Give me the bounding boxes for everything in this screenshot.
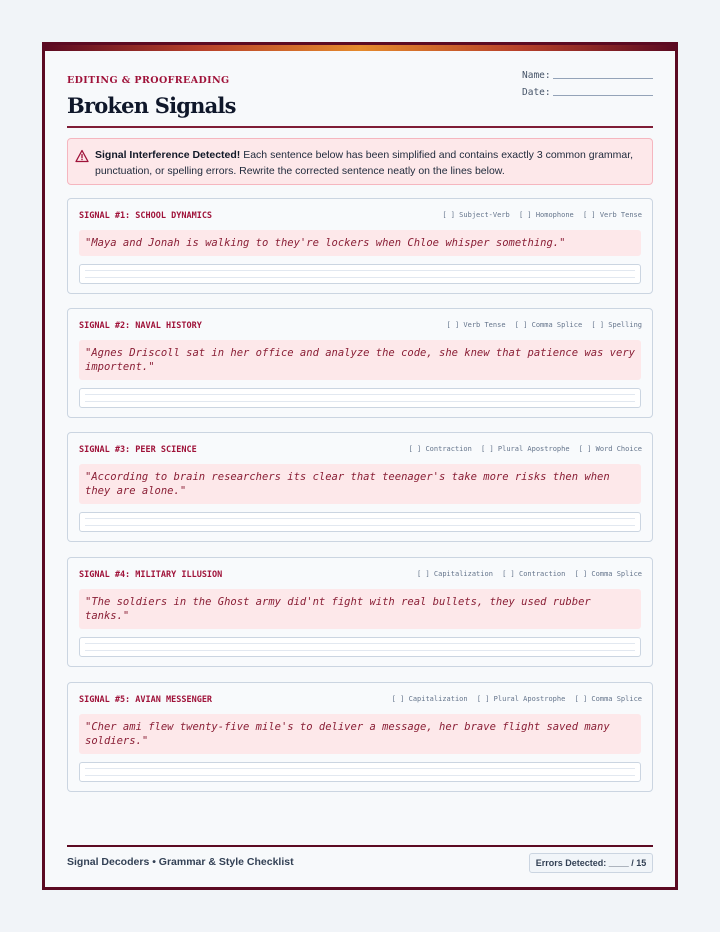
error-check[interactable]: [ ] Word Choice — [578, 445, 642, 453]
error-check[interactable]: [ ] Contraction — [408, 445, 472, 453]
error-check[interactable]: [ ] Homophone — [518, 211, 574, 219]
signal-card — [67, 432, 653, 542]
error-check[interactable]: [ ] Plural Apostrophe — [476, 695, 566, 703]
name-label: Name: — [522, 70, 551, 81]
error-check[interactable]: [ ] Capitalization — [417, 570, 493, 578]
alert-heading: Signal Interference Detected! — [95, 149, 241, 161]
error-checklist — [387, 695, 642, 703]
error-check[interactable]: [ ] Comma Splice — [574, 695, 642, 703]
broken-sentence: "Agnes Driscoll sat in her office and analyze the code, she knew that patience was very importent." — [79, 340, 641, 380]
error-check[interactable]: [ ] Plural Apostrophe — [481, 445, 570, 453]
error-check[interactable]: [ ] Comma Splice — [514, 321, 583, 329]
name-line[interactable] — [553, 78, 653, 79]
signal-card — [67, 198, 653, 294]
broken-sentence: "According to brain researchers its clear that teenager's take more risks then when they are alone." — [79, 464, 641, 504]
answer-lines[interactable] — [79, 264, 641, 284]
signal-card — [67, 682, 653, 792]
error-check[interactable]: [ ] Contraction — [502, 570, 566, 578]
broken-sentence: "Cher ami flew twenty-five mile's to deliver a message, her brave flight saved many soldiers." — [79, 714, 641, 754]
error-check[interactable]: [ ] Verb Tense — [582, 211, 642, 219]
error-check[interactable]: [ ] Spelling — [591, 321, 642, 329]
date-line[interactable] — [553, 95, 653, 96]
date-label: Date: — [522, 87, 551, 98]
error-checklist — [412, 570, 642, 578]
page-title: Broken Signals — [67, 93, 236, 118]
error-check[interactable]: [ ] Verb Tense — [446, 321, 506, 329]
signal-card — [67, 557, 653, 667]
footer-title: Signal Decoders • Grammar & Style Checklist — [67, 856, 294, 868]
warning-icon — [75, 149, 89, 163]
error-check[interactable]: [ ] Capitalization — [391, 695, 468, 703]
signal-label: SIGNAL #1: SCHOOL DYNAMICS — [79, 211, 213, 221]
broken-sentence: "The soldiers in the Ghost army did'nt fight with real bullets, they used rubber tanks." — [79, 589, 641, 629]
header-divider — [67, 126, 653, 128]
answer-lines[interactable] — [79, 637, 641, 657]
error-checklist — [442, 321, 642, 329]
worksheet — [42, 42, 678, 890]
signal-label: SIGNAL #4: MILITARY ILLUSION — [79, 570, 223, 580]
answer-lines[interactable] — [79, 512, 641, 532]
date-field[interactable] — [522, 87, 551, 98]
answer-lines[interactable] — [79, 762, 641, 782]
signal-label: SIGNAL #2: NAVAL HISTORY — [79, 321, 202, 331]
error-checklist — [437, 211, 642, 219]
alert-body: Each sentence below has been simplified and contains exactly 3 common grammar, punctuation, or spelling errors. Rewrite the corrected sentence neatly on the lines below. — [95, 149, 634, 177]
errors-detected-box[interactable]: Errors Detected: ____ / 15 — [529, 853, 653, 873]
error-check[interactable]: [ ] Subject-Verb — [442, 211, 510, 219]
signal-card — [67, 308, 653, 418]
signal-label: SIGNAL #3: PEER SCIENCE — [79, 445, 197, 455]
answer-lines[interactable] — [79, 388, 641, 408]
alert-text — [95, 147, 642, 179]
error-check[interactable]: [ ] Comma Splice — [574, 570, 642, 578]
instructions-alert — [67, 138, 653, 185]
signal-label: SIGNAL #5: AVIAN MESSENGER — [79, 695, 213, 705]
top-accent-bar — [45, 45, 675, 51]
error-checklist — [404, 445, 642, 453]
broken-sentence: "Maya and Jonah is walking to they're lockers when Chloe whisper something." — [79, 230, 641, 256]
footer-divider — [67, 845, 653, 847]
name-field[interactable] — [522, 70, 551, 81]
section-kicker: EDITING & PROOFREADING — [67, 75, 230, 86]
